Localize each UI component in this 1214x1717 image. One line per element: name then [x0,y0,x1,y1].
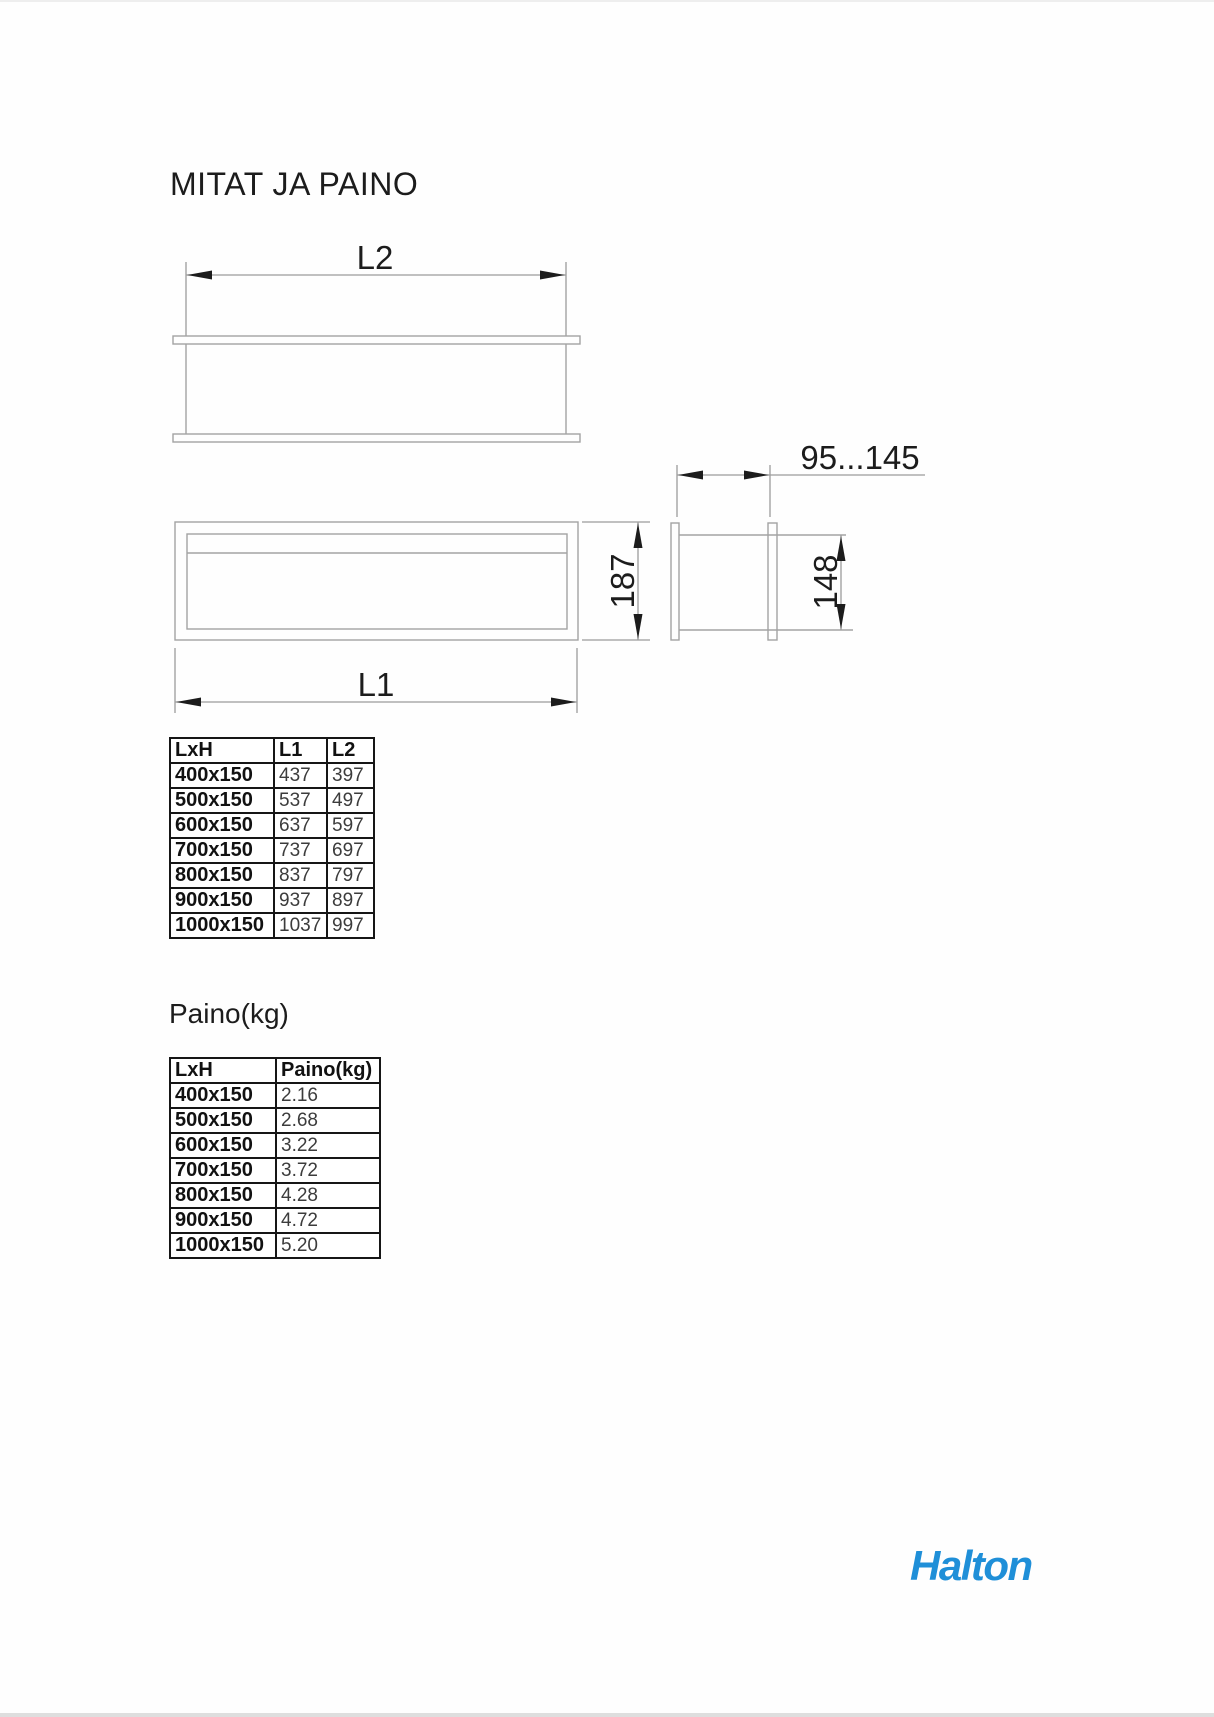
column-header: LxH [170,1058,276,1083]
value-cell: 797 [327,863,374,888]
flange-strip-bottom [173,434,580,442]
row-header-cell: 700x150 [170,1158,276,1183]
arrowhead-right [540,271,565,280]
arrowhead-left [187,271,212,280]
value-cell: 997 [327,913,374,938]
l1-dimension-label: L1 [357,666,395,703]
value-cell: 2.16 [276,1083,380,1108]
arrowhead-right [551,698,576,707]
top-view-drawing [173,239,580,442]
table-row [170,1083,380,1108]
table-row [170,1233,380,1258]
l2-dimension [186,239,566,280]
column-header: Paino(kg) [276,1058,380,1083]
value-cell: 397 [327,763,374,788]
table-row [170,863,374,888]
value-cell: 2.68 [276,1108,380,1133]
arrowhead-up [634,523,643,548]
value-cell: 897 [327,888,374,913]
table-row [170,1108,380,1133]
table-header-row [170,1058,380,1083]
value-cell: 1037 [274,913,327,938]
l2-dimension-label: L2 [356,239,394,276]
value-cell: 597 [327,813,374,838]
halton-logo: Halton [910,1542,1032,1589]
value-cell: 697 [327,838,374,863]
row-header-cell: 600x150 [170,813,274,838]
arrowhead-right [744,471,769,480]
side-flange-left [671,523,679,640]
table-row [170,763,374,788]
table-row [170,913,374,938]
value-cell: 3.22 [276,1133,380,1158]
height-148-dimension [807,535,846,630]
depth-range-label: 95...145 [800,439,920,476]
height-187-dimension [582,522,650,640]
row-header-cell: 500x150 [170,1108,276,1133]
l1-dimension [175,648,577,713]
value-cell: 537 [274,788,327,813]
front-outer-frame [175,522,578,640]
row-header-cell: 500x150 [170,788,274,813]
row-header-cell: 900x150 [170,888,274,913]
table-row [170,788,374,813]
side-flange-right [768,523,777,640]
row-header-cell: 600x150 [170,1133,276,1158]
value-cell: 937 [274,888,327,913]
page-title: MITAT JA PAINO [170,166,419,202]
column-header: L2 [327,738,374,763]
arrowhead-down [634,614,643,639]
row-header-cell: 800x150 [170,1183,276,1208]
table-row [170,813,374,838]
front-view-drawing [175,522,650,713]
value-cell: 737 [274,838,327,863]
weight-table [169,1057,381,1259]
table-row [170,1183,380,1208]
table-row [170,1158,380,1183]
table-header-row [170,738,374,763]
row-header-cell: 900x150 [170,1208,276,1233]
value-cell: 497 [327,788,374,813]
row-header-cell: 700x150 [170,838,274,863]
value-cell: 4.28 [276,1183,380,1208]
row-header-cell: 1000x150 [170,913,274,938]
dimensions-table [169,737,375,939]
column-header: L1 [274,738,327,763]
weight-section-heading: Paino(kg) [169,998,289,1029]
side-view-drawing [671,439,925,640]
table-row [170,888,374,913]
value-cell: 837 [274,863,327,888]
height-187-label: 187 [604,553,641,609]
column-header: LxH [170,738,274,763]
row-header-cell: 400x150 [170,1083,276,1108]
table-row [170,1133,380,1158]
value-cell: 5.20 [276,1233,380,1258]
height-148-label: 148 [807,554,844,610]
row-header-cell: 400x150 [170,763,274,788]
value-cell: 437 [274,763,327,788]
arrowhead-left [176,698,201,707]
table-row [170,1208,380,1233]
value-cell: 4.72 [276,1208,380,1233]
arrowhead-left [678,471,703,480]
table-row [170,838,374,863]
value-cell: 637 [274,813,327,838]
front-inner-frame [187,534,567,629]
depth-range-dimension [677,439,925,517]
value-cell: 3.72 [276,1158,380,1183]
row-header-cell: 800x150 [170,863,274,888]
row-header-cell: 1000x150 [170,1233,276,1258]
flange-strip-top [173,336,580,344]
